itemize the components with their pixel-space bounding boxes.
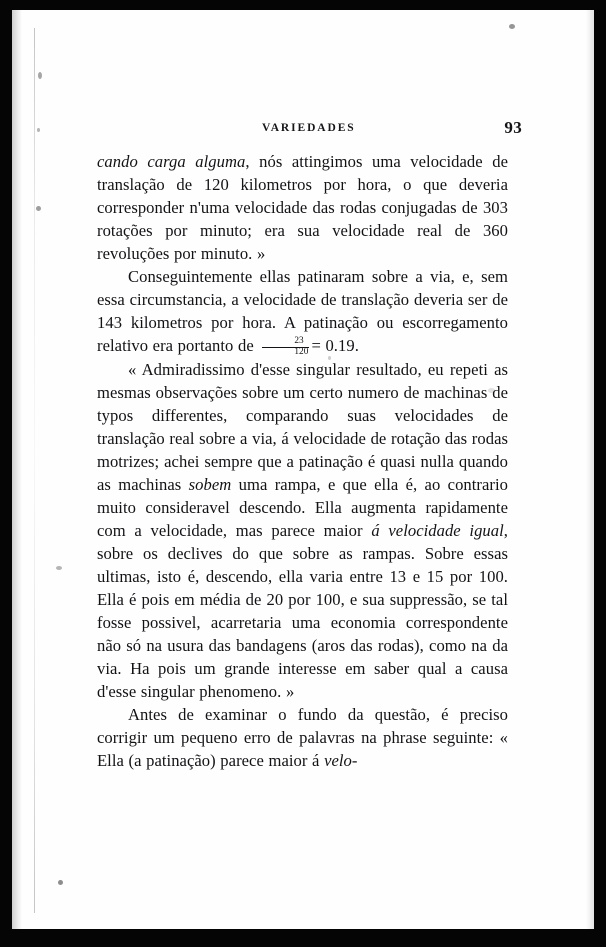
page-sheet xyxy=(12,10,594,929)
scan-speck xyxy=(38,72,42,79)
text-run: uma rampa, e que ella é, ao contrario muito consideravel descendo. Ella augmenta rapidamente com a velocidade, mas parece maior xyxy=(97,475,508,541)
fraction-numerator: 23 xyxy=(294,335,304,346)
paragraph xyxy=(97,150,508,265)
running-head xyxy=(12,116,594,142)
scan-gutter-line xyxy=(34,28,35,913)
scan-speck xyxy=(58,880,63,885)
italic-run: velo- xyxy=(324,751,358,771)
text-run: Antes de examinar o fundo da questão, é preciso corrigir um pequeno erro de palavras na phrase seguinte: « Ella (a patinação) parece maior á xyxy=(97,705,508,771)
paragraph xyxy=(97,703,508,772)
running-head-title: VARIEDADES xyxy=(262,122,356,134)
fraction-denominator: 120 xyxy=(262,347,309,358)
text-run: = 0.19. xyxy=(311,336,359,355)
page-text-block xyxy=(97,150,508,772)
italic-run: sobem xyxy=(188,475,232,495)
scan-speck xyxy=(56,566,62,570)
page-right-shadow xyxy=(586,10,594,929)
paragraph xyxy=(97,358,508,703)
text-run: , sobre os declives do que sobre as rampas. Sobre essas ultimas, isto é, descendo, ella varia entre 13 e 15 por 100. Ella é pois em média de 20 por 100, e sua suppressão, se tal fosse possivel, acarretaria uma economia correspondente não só na usura das bandagens (aros das rodas), como na da via. Ha pois um grande interesse em saber qual a causa d'esse singular phenomeno. » xyxy=(97,521,508,702)
inline-fraction xyxy=(262,337,309,357)
page-left-shadow xyxy=(12,10,22,929)
text-run: « Admiradissimo d'esse singular resultado, eu repeti as mesmas observações sobre um certo numero de machinas de typos differentes, comparando suas velocidades de translação real sobre a via, á velocidade de rotação das rodas motrizes; achei sempre que a patinação é quasi nulla quando as machinas xyxy=(97,360,508,495)
text-run: , nós attingimos uma velocidade de translação de 120 kilometros por hora, o que deveria corresponder n'uma velocidade das rodas conjugadas de 303 rotações por minuto; era sua velocidade real de 360 revoluções por minuto. » xyxy=(97,152,508,263)
scan-speck xyxy=(509,24,515,29)
italic-run: á velocidade igual xyxy=(371,521,504,541)
paragraph xyxy=(97,265,508,358)
scan-speck xyxy=(36,206,41,211)
text-run: Conseguintemente ellas patinaram sobre a via, e, sem essa circumstancia, a velocidade de translação deveria ser de 143 kilometros por hora. A patinação ou escorregamento relativo era portanto de xyxy=(97,267,508,355)
page-number: 93 xyxy=(504,118,522,137)
italic-run: cando carga alguma xyxy=(97,152,246,171)
